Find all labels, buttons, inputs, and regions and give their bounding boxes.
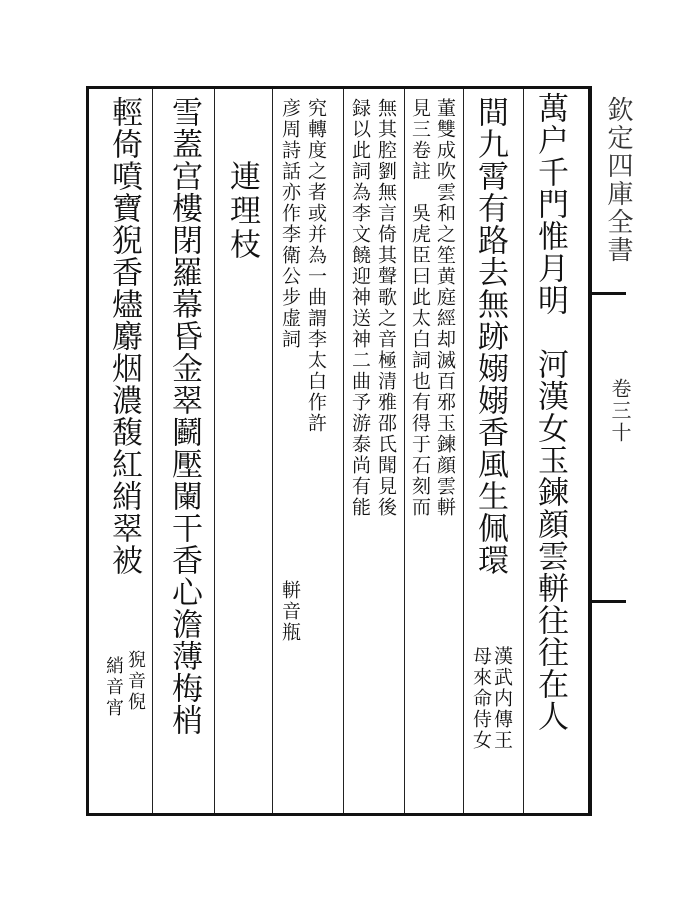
text-column-8: 輕倚噴寶猊香燼麝烟濃馥紅綃翠被 [106, 96, 142, 576]
column-rule [272, 89, 273, 813]
text-column-2: 間九霄有路去無跡嫋嫋香風生佩環 [472, 96, 508, 576]
annotation-line: 漢武内傳王 [491, 646, 513, 751]
annotation-line: 彦周詩話亦作李衛公步虚詞 [279, 98, 301, 350]
column-rule [214, 89, 215, 813]
column-rule [463, 89, 464, 813]
annotation-line: 董雙成吹雲和之笙黄庭經却滅百邪玉鍊顔雲軿 [434, 98, 456, 518]
fish-tail-mark-top [592, 292, 626, 295]
gutter-rule [590, 86, 592, 816]
column-rule [404, 89, 405, 813]
annotation-line: 母來命侍女 [470, 646, 492, 751]
annotation-line: 軿音瓶 [279, 580, 301, 643]
annotation-line: 猊音倪 [125, 650, 146, 713]
text-column-7: 雪蓋宫樓閉羅幕昏金翠鬬壓闌干香心澹薄梅梢 [166, 96, 202, 736]
annotation-line: 録以此詞為李文饒迎神送神二曲予游泰尚有能 [349, 98, 371, 518]
margin-volume: 卷三十 [608, 378, 632, 444]
column-rule [152, 89, 153, 813]
margin-header: 欽定四庫全書 [603, 96, 633, 264]
annotation-line: 無其腔劉無言倚其聲歌之音極清雅邵氏聞見後 [375, 98, 397, 518]
annotation-line: 見三卷註 吳虎臣曰此太白詞也有得于石刻而 [409, 98, 431, 518]
annotation-line: 綃音宵 [103, 656, 124, 719]
page-frame [86, 86, 591, 816]
annotation-line: 究轉度之者或并為一曲謂李太白作許 [305, 98, 327, 434]
ci-tune-title: 連理枝 [224, 160, 260, 262]
text-column-1: 萬户千門惟月明 河漢女玉鍊顔雲軿往往在人 [532, 92, 568, 732]
column-rule [343, 89, 344, 813]
column-rule [523, 89, 524, 813]
fish-tail-mark-bottom [592, 600, 626, 603]
